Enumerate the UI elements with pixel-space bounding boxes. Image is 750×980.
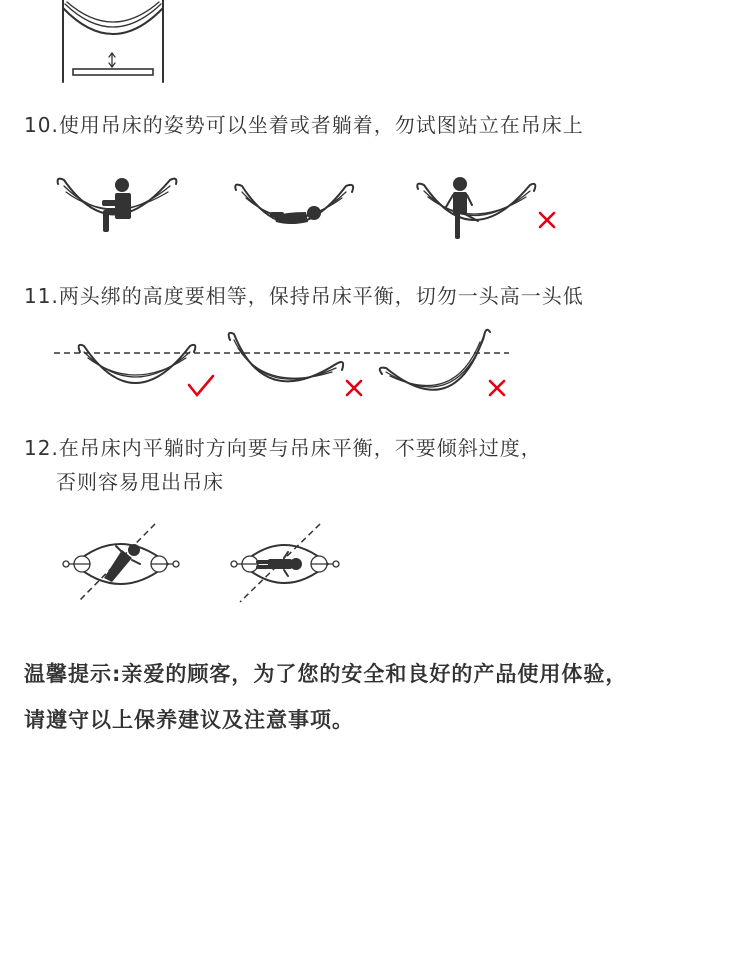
cross-icon xyxy=(344,378,364,398)
check-icon xyxy=(186,373,216,399)
tilted-hammock-left-icon xyxy=(224,330,349,400)
section-12-text-line2: 否则容易甩出吊床 xyxy=(56,470,224,494)
tip-line-1: 温馨提示:亲爱的顾客，为了您的安全和良好的产品使用体验， xyxy=(24,662,628,686)
cross-icon xyxy=(487,378,507,398)
tilted-hammock-right-icon xyxy=(374,324,499,400)
level-hammock-icon xyxy=(74,340,199,400)
section-10-number: 10. xyxy=(24,113,59,137)
hammock-lying-icon xyxy=(230,180,360,245)
section-12-number: 12. xyxy=(24,436,59,460)
section-10-text: 使用吊床的姿势可以坐着或者躺着，勿试图站立在吊床上 xyxy=(58,113,584,137)
straight-lying-icon xyxy=(228,520,353,605)
section-12-heading xyxy=(24,432,542,461)
section-12-text: 在吊床内平躺时方向要与吊床平衡，不要倾斜过度， xyxy=(58,436,542,460)
section-11-number: 11. xyxy=(24,284,59,308)
cross-icon xyxy=(537,210,557,230)
section-11-text: 两头绑的高度要相等，保持吊床平衡，切勿一头高一头低 xyxy=(58,284,584,308)
hammock-sitting-icon xyxy=(52,174,182,244)
tip-line-2: 请遵守以上保养建议及注意事项。 xyxy=(24,708,354,732)
section-10-heading xyxy=(24,109,584,138)
diagonal-lying-icon xyxy=(60,520,185,605)
hammock-standing-icon xyxy=(412,175,542,245)
hammock-height-icon xyxy=(55,0,175,85)
section-11-heading xyxy=(24,280,584,309)
